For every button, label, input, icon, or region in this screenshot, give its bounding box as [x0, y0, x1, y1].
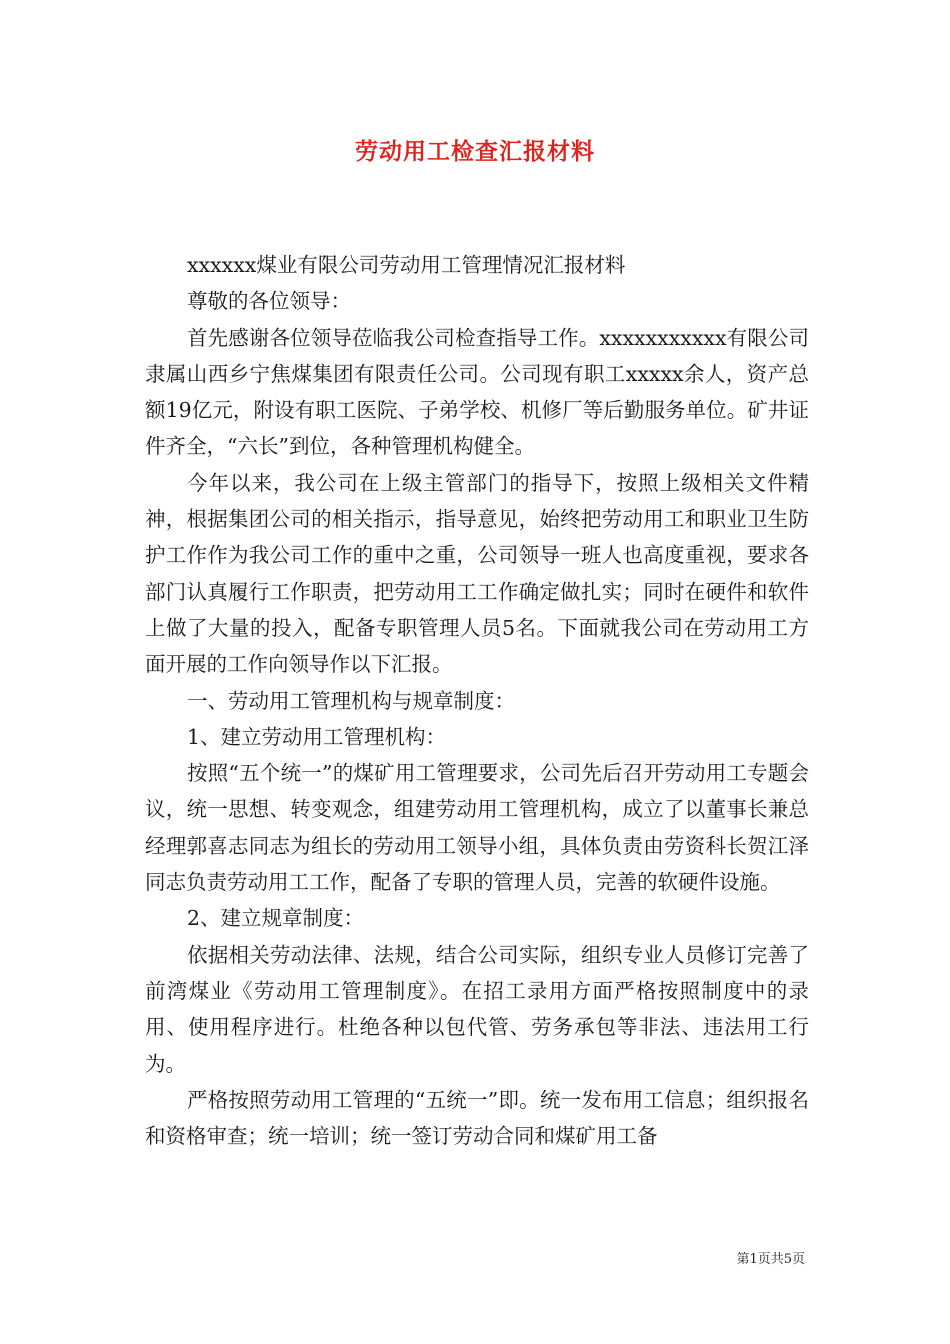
page-number: 第1页共5页: [736, 1252, 805, 1267]
paragraph-salutation: 尊敬的各位领导：: [187, 289, 351, 314]
subsection-heading-2: 2、建立规章制度：: [187, 906, 365, 931]
paragraph-organization: 按照“五个统一”的煤矿用工管理要求，公司先后召开劳动用工专题会议，统一思想、转变观念，组建劳动用工管理机构，成立了以董事长兼总经理郭喜志同志为组长的劳动用工领导小组，具体负责由劳资科长贺江泽同志负责劳动用工工作，配备了专职的管理人员，完善的软硬件设施。: [145, 761, 809, 895]
subsection-heading-1: 1、建立劳动用工管理机构：: [187, 724, 447, 749]
paragraph-five-unified: 严格按照劳动用工管理的“五统一”即。统一发布用工信息；组织报名和资格审查；统一培训；统一签订劳动合同和煤矿用工备: [145, 1087, 809, 1149]
paragraph-overview: 今年以来，我公司在上级主管部门的指导下，按照上级相关文件精神，根据集团公司的相关指示，指导意见，始终把劳动用工和职业卫生防护工作作为我公司工作的重中之重，公司领导一班人也高度重视，要求各部门认真履行工作职责，把劳动用工工作确定做扎实；同时在硬件和软件上做了大量的投入，配备专职管理人员5名。下面就我公司在劳动用工方面开展的工作向领导作以下汇报。: [145, 470, 809, 677]
document-body: [145, 247, 809, 1154]
section-heading-1: 一、劳动用工管理机构与规章制度：: [187, 688, 515, 713]
document-title: 劳动用工检查汇报材料: [355, 138, 595, 165]
paragraph-regulations: 依据相关劳动法律、法规，结合公司实际，组织专业人员修订完善了前湾煤业《劳动用工管理制度》。在招工录用方面严格按照制度中的录用、使用程序进行。杜绝各种以包代管、劳务承包等非法、违法用工行为。: [145, 942, 809, 1076]
paragraph-subtitle: xxxxxx煤业有限公司劳动用工管理情况汇报材料: [187, 253, 626, 277]
paragraph-intro: 首先感谢各位领导莅临我公司检查指导工作。xxxxxxxxxxx有限公司隶属山西乡宁焦煤集团有限责任公司。公司现有职工xxxxx余人，资产总额19亿元，附设有职工医院、子弟学校、机修厂等后勤服务单位。矿井证件齐全，“六长”到位，各种管理机构健全。: [145, 325, 809, 459]
